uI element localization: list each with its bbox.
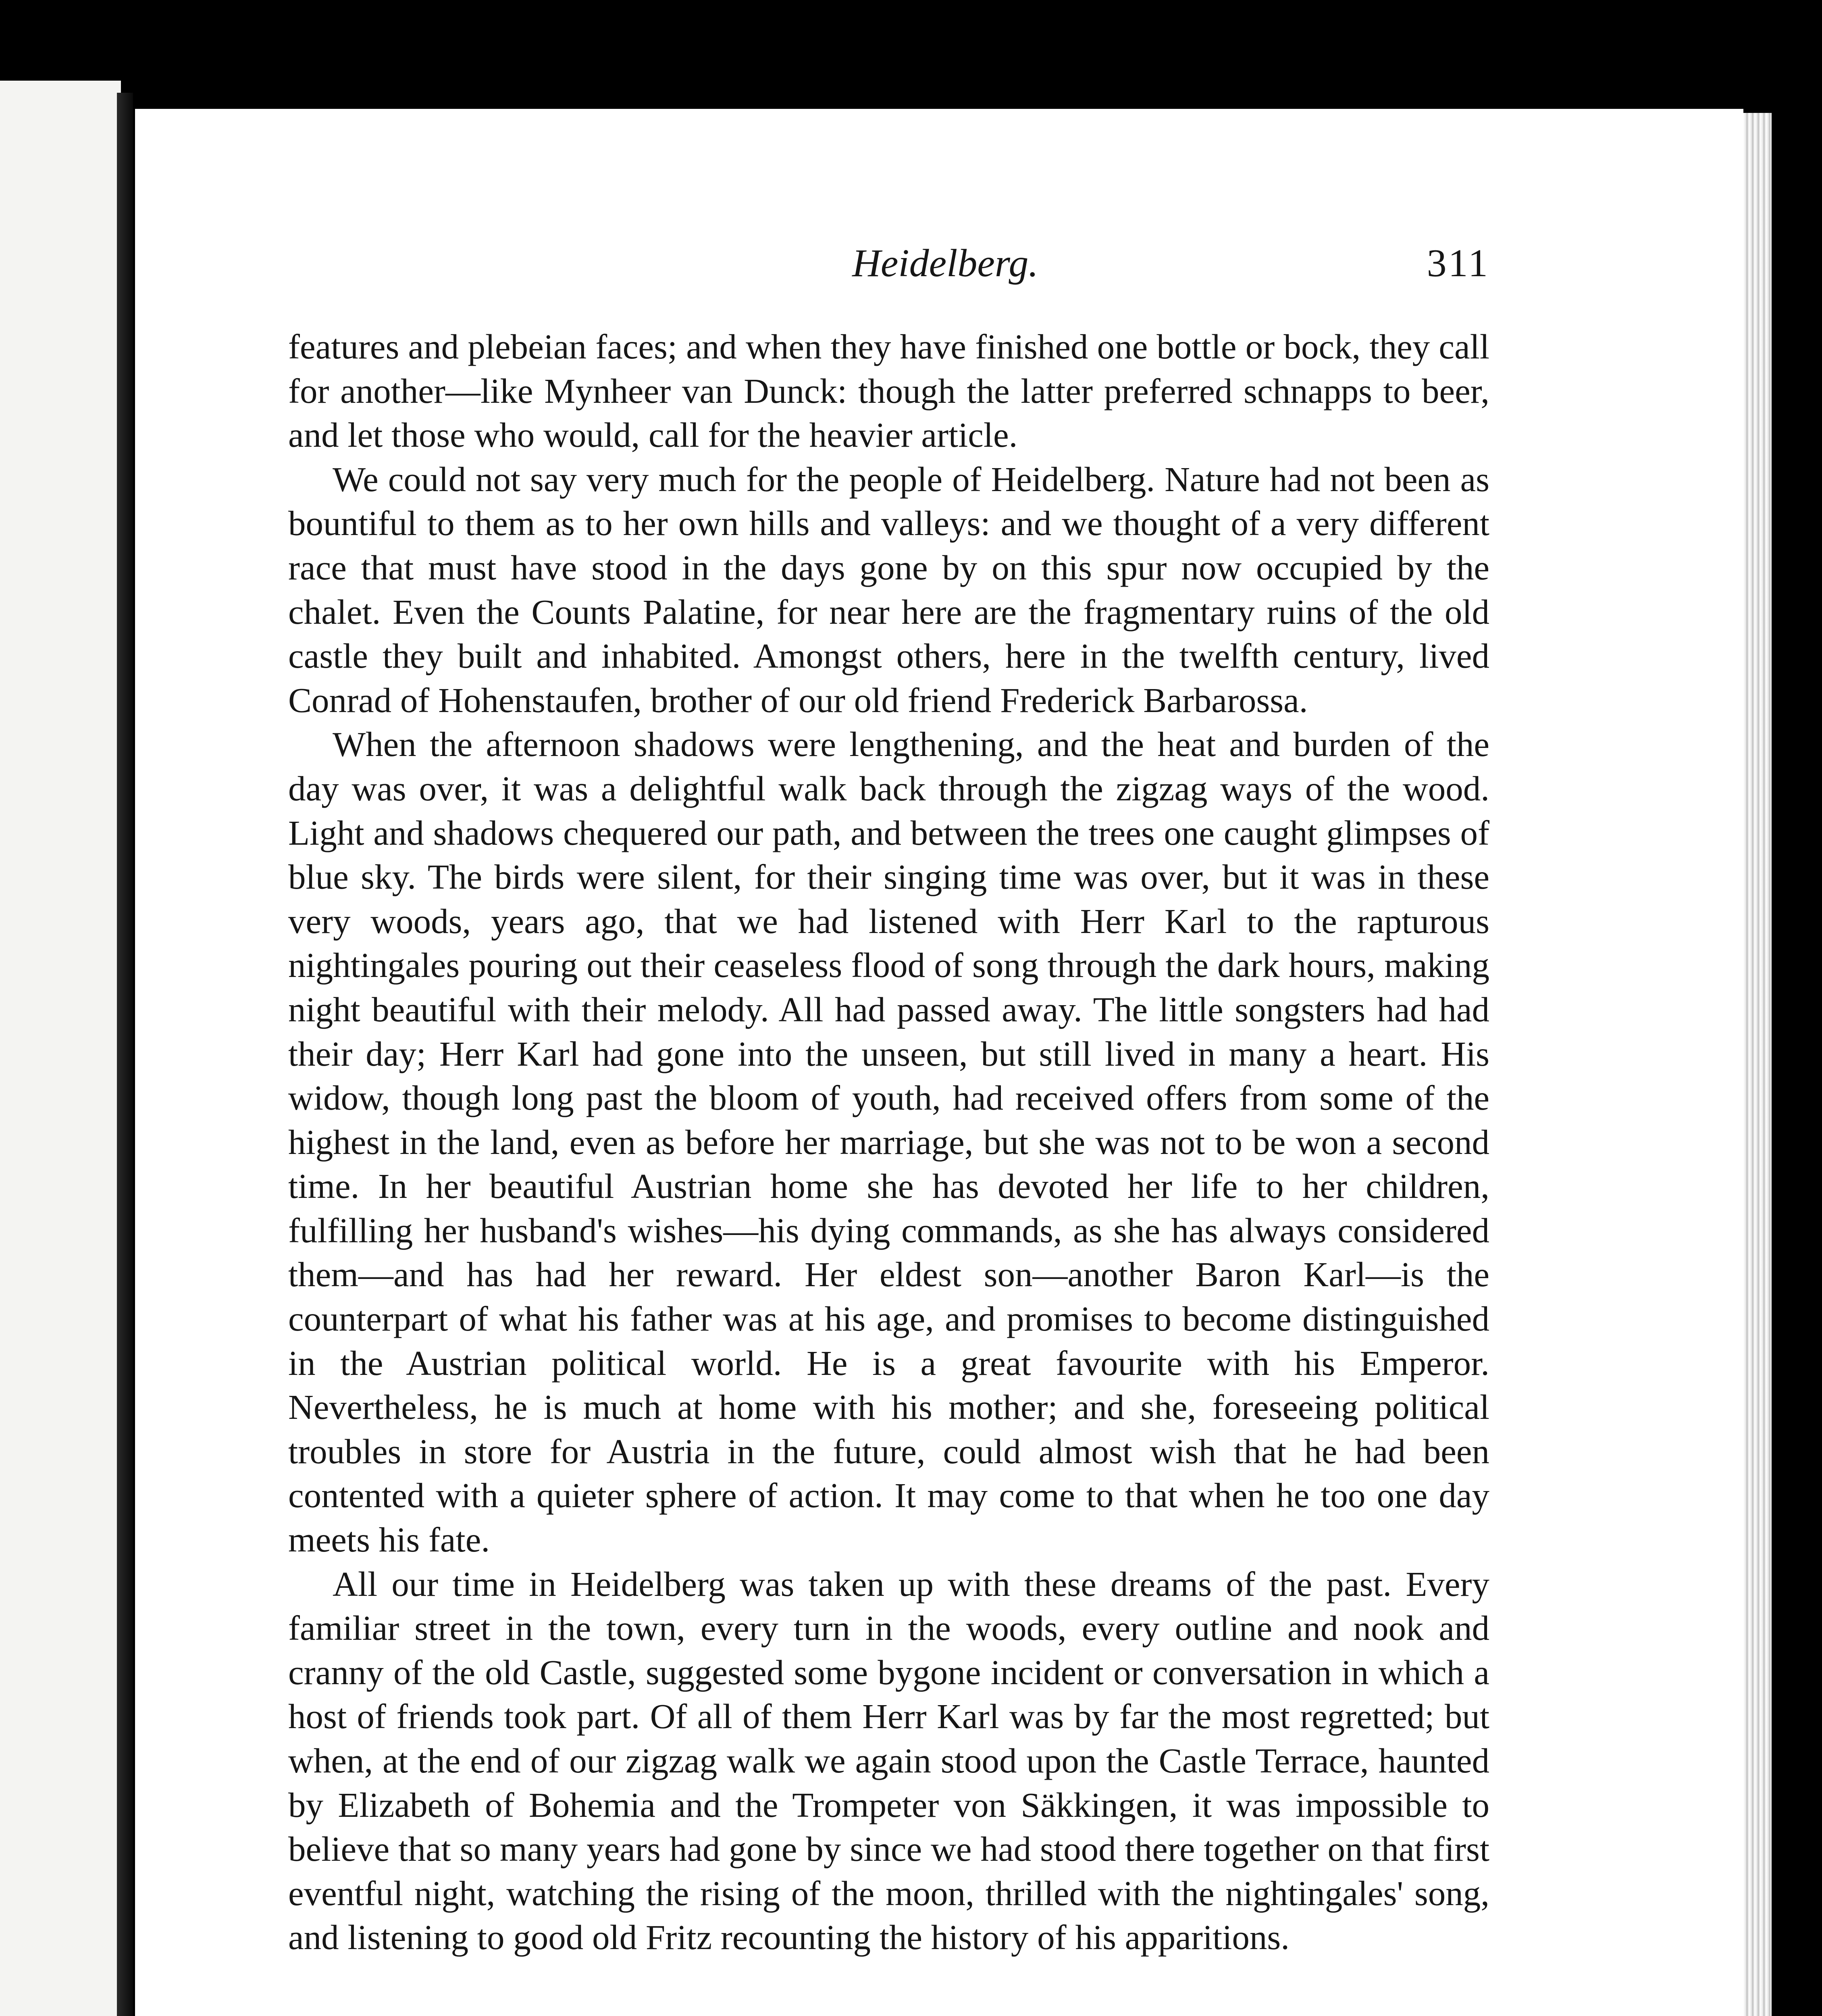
book-gutter (117, 93, 133, 2016)
paragraph: When the afternoon shadows were lengthening, and the heat and burden of the day was over, it was a delightful walk back through the zigzag ways of the wood. Light and shadows chequered our path, and between the trees one caught glimpses of blue sky. The birds were silent, for their singing time was over, but it was in these very woods, years ago, that we had listened with Herr Karl to the rapturous nightingales pouring out their ceaseless flood of song through the dark hours, making night beautiful with their melody. All had passed away. The little songsters had had their day; Herr Karl had gone into the unseen, but still lived in many a heart. His widow, though long past the bloom of youth, had received offers from some of the highest in the land, even as before her marriage, but she was not to be won a second time. In her beautiful Austrian home she has devoted her life to her children, fulfilling her husband's wishes—his dying commands, as she has always considered them—and has had her reward. Her eldest son—another Baron Karl—is the counterpart of what his father was at his age, and promises to become distinguished in the Austrian political world. He is a great favourite with his Emperor. Nevertheless, he is much at home with his mother; and she, foreseeing political troubles in store for Austria in the future, could almost wish that he had been contented with a quieter sphere of action. It may come to that when he too one day meets his fate. (288, 725, 1489, 1560)
page-stack-edge (1743, 113, 1772, 2016)
book-page (135, 109, 1743, 2016)
page-number: 311 (1427, 242, 1489, 285)
running-head: Heidelberg. (852, 242, 1038, 285)
previous-page-edge (0, 81, 121, 2016)
paragraph: We could not say very much for the people of Heidelberg. Nature had not been as bountiful to them as to her own hills and valleys: and we thought of a very different race that must have stood in the days gone by on this spur now occupied by the chalet. Even the Counts Palatine, for near here are the fragmentary ruins of the old castle they built and inhabited. Amongst others, here in the twelfth century, lived Conrad of Hohenstaufen, brother of our old friend Frederick Barbarossa. (288, 459, 1489, 720)
body-text (288, 325, 1489, 1960)
paragraph: features and plebeian faces; and when they have finished one bottle or bock, they call for another—like Mynheer van Dunck: though the latter preferred schnapps to beer, and let those who would, call for the heavier article. (288, 327, 1489, 455)
page-header (135, 237, 1743, 289)
paragraph: All our time in Heidelberg was taken up with these dreams of the past. Every familiar street in the town, every turn in the woods, every outline and nook and cranny of the old Castle, suggested some bygone incident or conversation in which a host of friends took part. Of all of them Herr Karl was by far the most regretted; but when, at the end of our zigzag walk we again stood upon the Castle Terrace, haunted by Elizabeth of Bohemia and the Trompeter von Säkkingen, it was impossible to believe that so many years had gone by since we had stood there together on that first eventful night, watching the rising of the moon, thrilled with the nightingales' song, and listening to good old Fritz recounting the history of his apparitions. (288, 1564, 1489, 1957)
